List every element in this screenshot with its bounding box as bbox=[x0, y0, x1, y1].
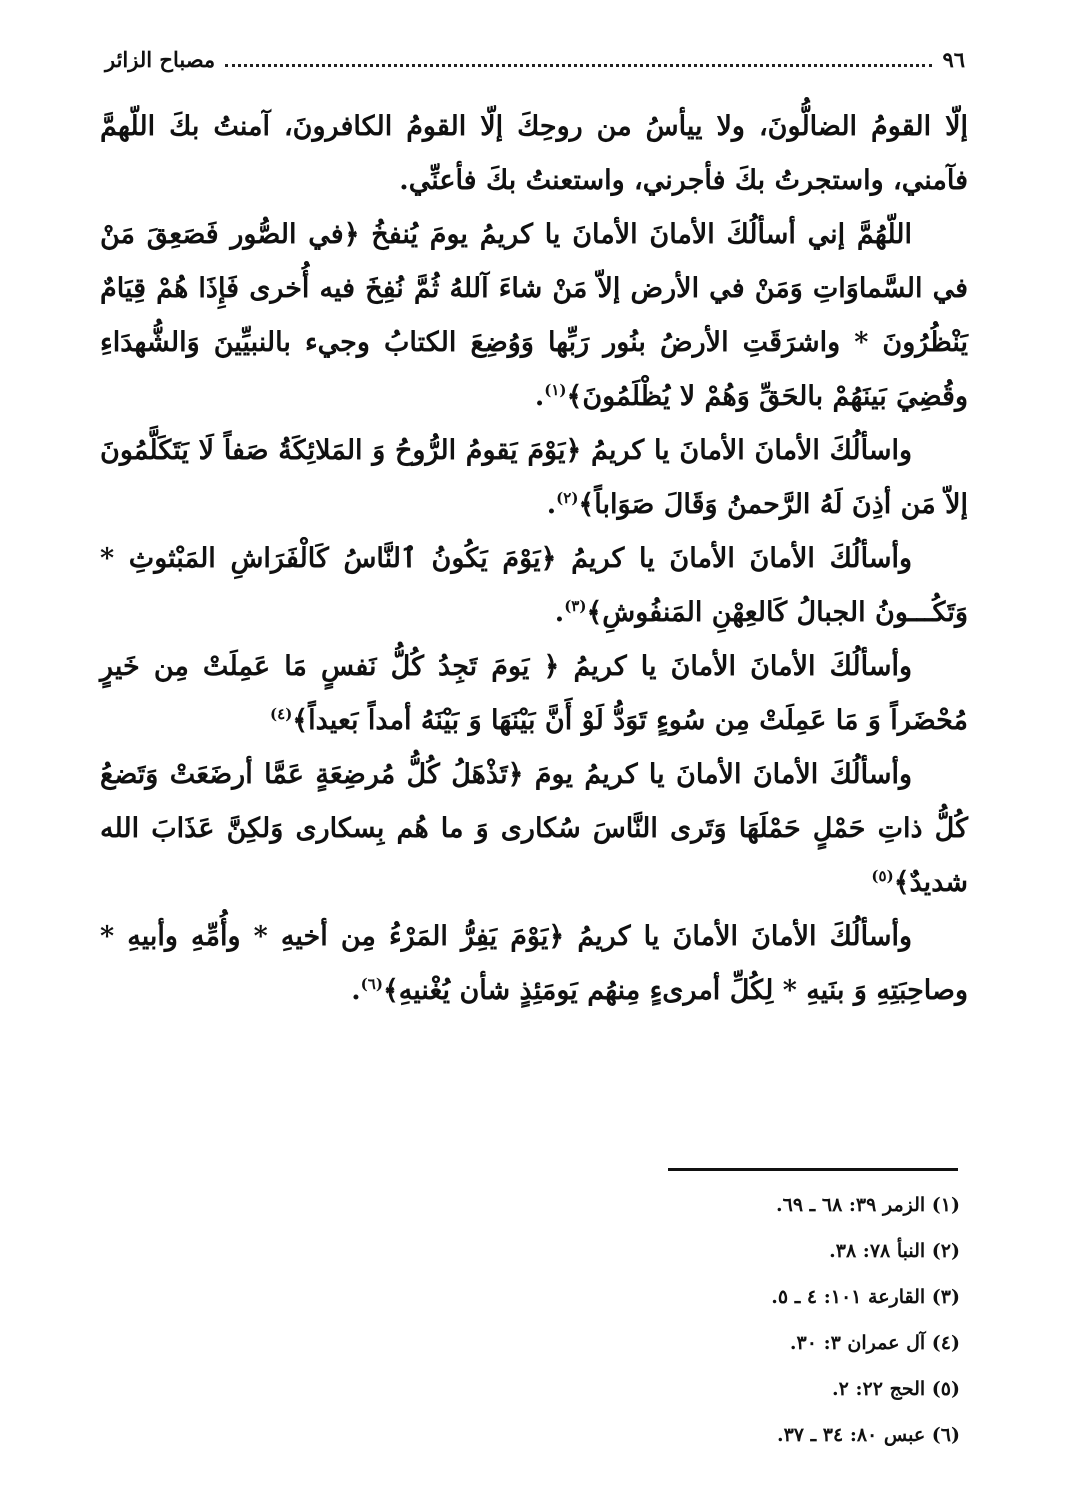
paragraph-text: وأسألُكَ الأمانَ الأمانَ يا كريمُ يومَ ﴿تَذْهَلُ كُلُّ مُرضِعَةٍ عَمَّا أرضَعَتْ وَتَضعُ كُلُّ ذاتِ حَمْلٍ حَمْلَهَا وَتَرى النَّاسَ سُكارى وَ ما هُم بِسكارى وَلكِنَّ عَذَابَ الله شديدٌ﴾ bbox=[100, 759, 968, 898]
paragraph bbox=[100, 100, 968, 208]
running-head bbox=[105, 42, 965, 76]
paragraph: اللّهُمَّ إني أسألُكَ الأمانَ الأمانَ يا كريمُ يومَ يُنفخُ ﴿في الصُّور فَصَعِقَ مَنْ في السَّماوَاتِ وَمَنْ في الأرض إلاّ مَنْ شاءَ آللهُ ثُمَّ نُفِخَ فيه أُخرى فَإِذَا هُمْ قِيَامٌ يَنْظُرُونَ * واشرَقَتِ الأرضُ بنُور رَبِّها وَوُضِعَ الكتابُ وجيء بالنبيِّينَ وَالشُّهدَاءِ وقُضِيَ بَينَهُمْ بالحَقِّ وَهُمْ لا يُظْلَمُونَ﴾$^{(١)}$. bbox=[100, 219, 968, 412]
footnote: (٥) الحج ٢٢: ٢. bbox=[832, 1378, 960, 1400]
dotted-leader bbox=[225, 64, 932, 67]
footnote-ref: (٥) bbox=[871, 867, 894, 885]
footnote: (٦) عبس ٨٠: ٣٤ ـ ٣٧. bbox=[776, 1424, 960, 1446]
paragraph-text: إلّا القومُ الضالُّونَ، ولا ييأسُ من روحِكَ إلّا القومُ الكافرونَ، آمنتُ بكَ اللّهمَّ فآمني، واستجرتُ بكَ فأجرني، واستعنتُ بكَ فأعنِّي. bbox=[100, 111, 968, 196]
page-number: ٩٦ bbox=[942, 46, 965, 72]
paragraph-text: وأسألُكَ الأمانَ الأمانَ يا كريمُ ﴿ يَومَ تَجِدُ كُلُّ نَفسٍ مَا عَمِلَتْ مِن خَيرٍ مُحْضَراً وَ مَا عَمِلَتْ مِن سُوءٍ تَوَدُّ لَوْ أَنَّ بَيْنَهَا وَ بَيْنَهُ أمداً بَعيداً﴾ bbox=[100, 651, 968, 736]
footnote: (٢) النبأ ٧٨: ٣٨. bbox=[829, 1240, 960, 1262]
footnote-ref: (٢) bbox=[556, 489, 579, 507]
paragraph-text: وأسألُكَ الأمانَ الأمانَ يا كريمُ ﴿يَوْمَ يَفِرُّ المَرْءُ مِن أخيهِ * وأُمِّهِ وأبيهِ * وصاحِبَتِهِ وَ بنَيهِ * لِكُلِّ أمرىءٍ مِنهُم يَومَئِذٍ شأن يُغْنيهِ﴾ bbox=[100, 921, 968, 1006]
footnote-ref: (٣) bbox=[564, 597, 587, 615]
footnote: (٤) آل عمران ٣: ٣٠. bbox=[789, 1332, 960, 1354]
paragraph-text: اللّهُمَّ إني أسألُكَ الأمانَ الأمانَ يا كريمُ يومَ يُنفخُ ﴿في الصُّور فَصَعِقَ مَنْ في السَّماوَاتِ وَمَنْ في الأرض إلاّ مَنْ شاءَ آللهُ ثُمَّ نُفِخَ فيه أُخرى فَإِذَا هُمْ قِيَامٌ يَنْظُرُونَ * واشرَقَتِ الأرضُ بنُور رَبِّها وَوُضِعَ الكتابُ وجيء بالنبيِّينَ وَالشُّهدَاءِ وقُضِيَ بَينَهُمْ بالحَقِّ وَهُمْ لا يُظْلَمُونَ﴾ bbox=[100, 219, 968, 412]
paragraph bbox=[100, 748, 968, 910]
footnote-ref: (١) bbox=[544, 381, 567, 399]
paragraph: وأسألُكَ الأمانَ الأمانَ يا كريمُ ﴿يَوْمَ يَكُونُ ٱلنَّاسُ كَالْفَرَاشِ المَبْثوثِ * وَتَكُـــونُ الجبالُ كَالعِهْنِ المَنفُوشِ﴾$^{(٣)}$. bbox=[100, 543, 968, 628]
footnote-separator bbox=[668, 1168, 958, 1171]
paragraph-text: واسألُكَ الأمانَ الأمانَ يا كريمُ ﴿يَوْمَ يَقومُ الرُّوحُ وَ المَلائِكَةُ صَفاً لَا يَتَكَلَّمُونَ إلاّ مَن أذِنَ لَهُ الرَّحمنُ وَقَالَ صَوَاباً﴾ bbox=[100, 435, 968, 520]
paragraph-text: وأسألُكَ الأمانَ الأمانَ يا كريمُ ﴿يَوْمَ يَكُونُ ٱلنَّاسُ كَالْفَرَاشِ المَبْثوثِ * وَتَكُـــونُ الجبالُ كَالعِهْنِ المَنفُوشِ﴾ bbox=[100, 543, 968, 628]
paragraph bbox=[100, 640, 968, 748]
paragraph: واسألُكَ الأمانَ الأمانَ يا كريمُ ﴿يَوْمَ يَقومُ الرُّوحُ وَ المَلائِكَةُ صَفاً لَا يَتَكَلَّمُونَ إلاّ مَن أذِنَ لَهُ الرَّحمنُ وَقَالَ صَوَاباً﴾$^{(٢)}$. bbox=[100, 435, 968, 520]
footnotes bbox=[500, 1182, 960, 1458]
footnote: (١) الزمر ٣٩: ٦٨ ـ ٦٩. bbox=[776, 1194, 960, 1216]
footnote-ref: (٤) bbox=[270, 705, 293, 723]
footnote: (٣) القارعة ١٠١: ٤ ـ ٥. bbox=[771, 1286, 960, 1308]
book-title: مصباح الزائر bbox=[105, 46, 216, 72]
footnote-ref: (٦) bbox=[360, 975, 383, 993]
body-text bbox=[100, 100, 968, 1018]
paragraph: وأسألُكَ الأمانَ الأمانَ يا كريمُ ﴿يَوْمَ يَفِرُّ المَرْءُ مِن أخيهِ * وأُمِّهِ وأبيهِ * وصاحِبَتِهِ وَ بنَيهِ * لِكُلِّ أمرىءٍ مِنهُم يَومَئِذٍ شأن يُغْنيهِ﴾$^{(٦)}$. bbox=[100, 921, 968, 1006]
